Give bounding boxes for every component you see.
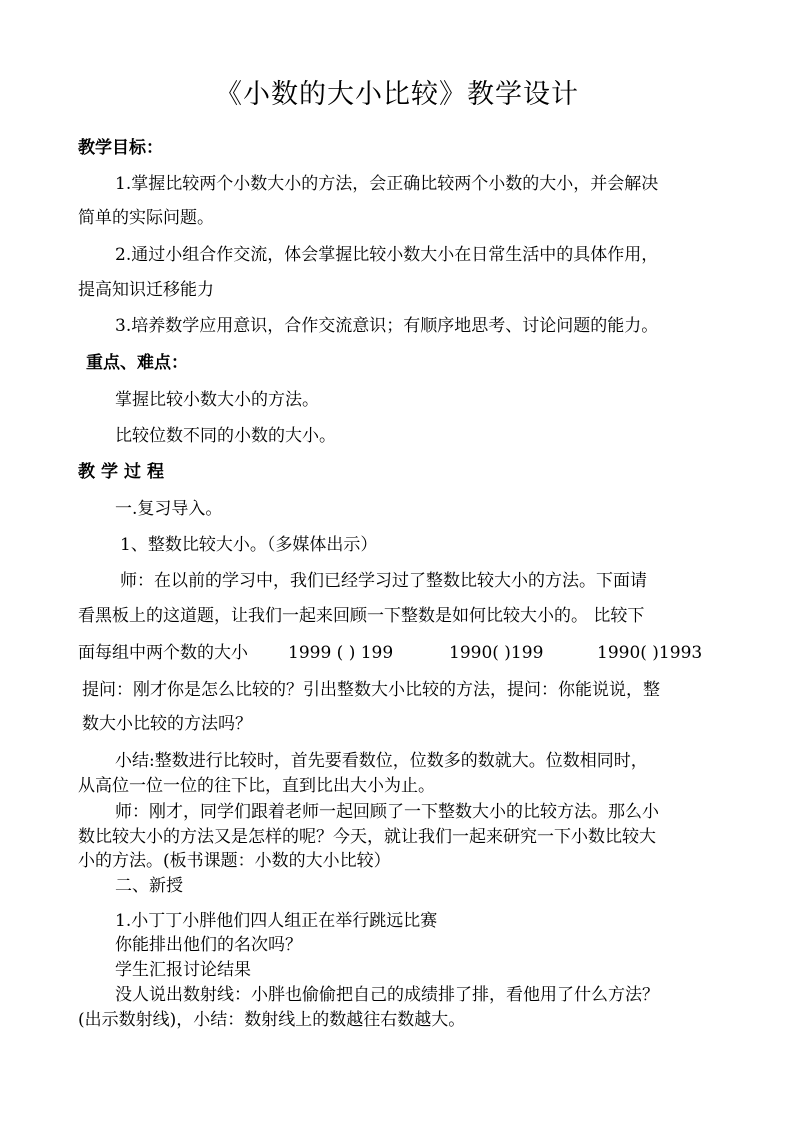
key-point-2: 比较位数不同的小数的大小。 [115, 426, 336, 446]
teacher-2-line-2: 数比较大小的方法又是怎样的呢？今天，就让我们一起来研究一下小数比较大 [78, 827, 656, 847]
new-lesson-heading: 二、新授 [115, 876, 183, 896]
question-line-2: 数大小比较的方法吗？ [82, 714, 252, 734]
compare-expression-3: 1990( )1993 [597, 643, 703, 663]
goal-2-line-2: 提高知识迁移能力 [78, 280, 214, 300]
goal-3-line-1: 3.培养数学应用意识，合作交流意识；有顺序地思考、讨论问题的能力。 [115, 316, 659, 336]
teacher-paragraph-line-3: 面每组中两个数的大小 [78, 643, 248, 663]
number-line-line-1: 没人说出数射线：小胖也偷偷把自己的成绩排了排，看他用了什么方法？ [115, 985, 659, 1005]
compare-expression-2: 1990( )199 [449, 643, 544, 663]
number-line-line-2: (出示数射线)，小结：数射线上的数越往右数越大。 [78, 1010, 466, 1030]
teacher-paragraph-line-1: 师：在以前的学习中，我们已经学习过了整数比较大小的方法。下面请 [120, 571, 647, 591]
teacher-paragraph-line-2: 看黑板上的这道题，让我们一起来回顾一下整数是如何比较大小的。 比较下 [78, 606, 645, 626]
summary-1-line-1: 小结:整数进行比较时，首先要看数位，位数多的数就大。位数相同时， [115, 751, 648, 771]
key-points-heading: 重点、难点： [86, 353, 188, 373]
teacher-2-line-3: 小的方法。(板书课题：小数的大小比较） [78, 851, 391, 871]
summary-1-line-2: 从高位一位一位的往下比，直到比出大小为止。 [78, 776, 435, 796]
teacher-2-line-1: 师：刚才，同学们跟着老师一起回顾了一下整数大小的比较方法。那么小 [115, 802, 659, 822]
review-item: 1、整数比较大小。（多媒体出示） [120, 535, 378, 555]
document-title: 《小数的大小比较》教学设计 [215, 79, 579, 110]
process-heading: 教学过程 [78, 462, 170, 482]
new-lesson-line-2: 你能排出他们的名次吗？ [115, 935, 302, 955]
compare-expression-1: 1999 ( ) 199 [288, 643, 394, 663]
new-lesson-line-1: 1.小丁丁小胖他们四人组正在举行跳远比赛 [115, 911, 438, 931]
goal-2-line-1: 2.通过小组合作交流，体会掌握比较小数大小在日常生活中的具体作用， [115, 245, 659, 265]
new-lesson-line-3: 学生汇报讨论结果 [115, 960, 251, 980]
review-heading: 一.复习导入。 [115, 499, 223, 519]
goal-1-line-1: 1.掌握比较两个小数大小的方法，会正确比较两个小数的大小，并会解决 [115, 174, 659, 194]
key-point-1: 掌握比较小数大小的方法。 [115, 390, 319, 410]
goal-1-line-2: 简单的实际问题。 [78, 208, 214, 228]
question-line-1: 提问：刚才你是怎么比较的？引出整数大小比较的方法，提问：你能说说，整 [82, 680, 660, 700]
goals-heading: 教学目标： [78, 138, 163, 158]
